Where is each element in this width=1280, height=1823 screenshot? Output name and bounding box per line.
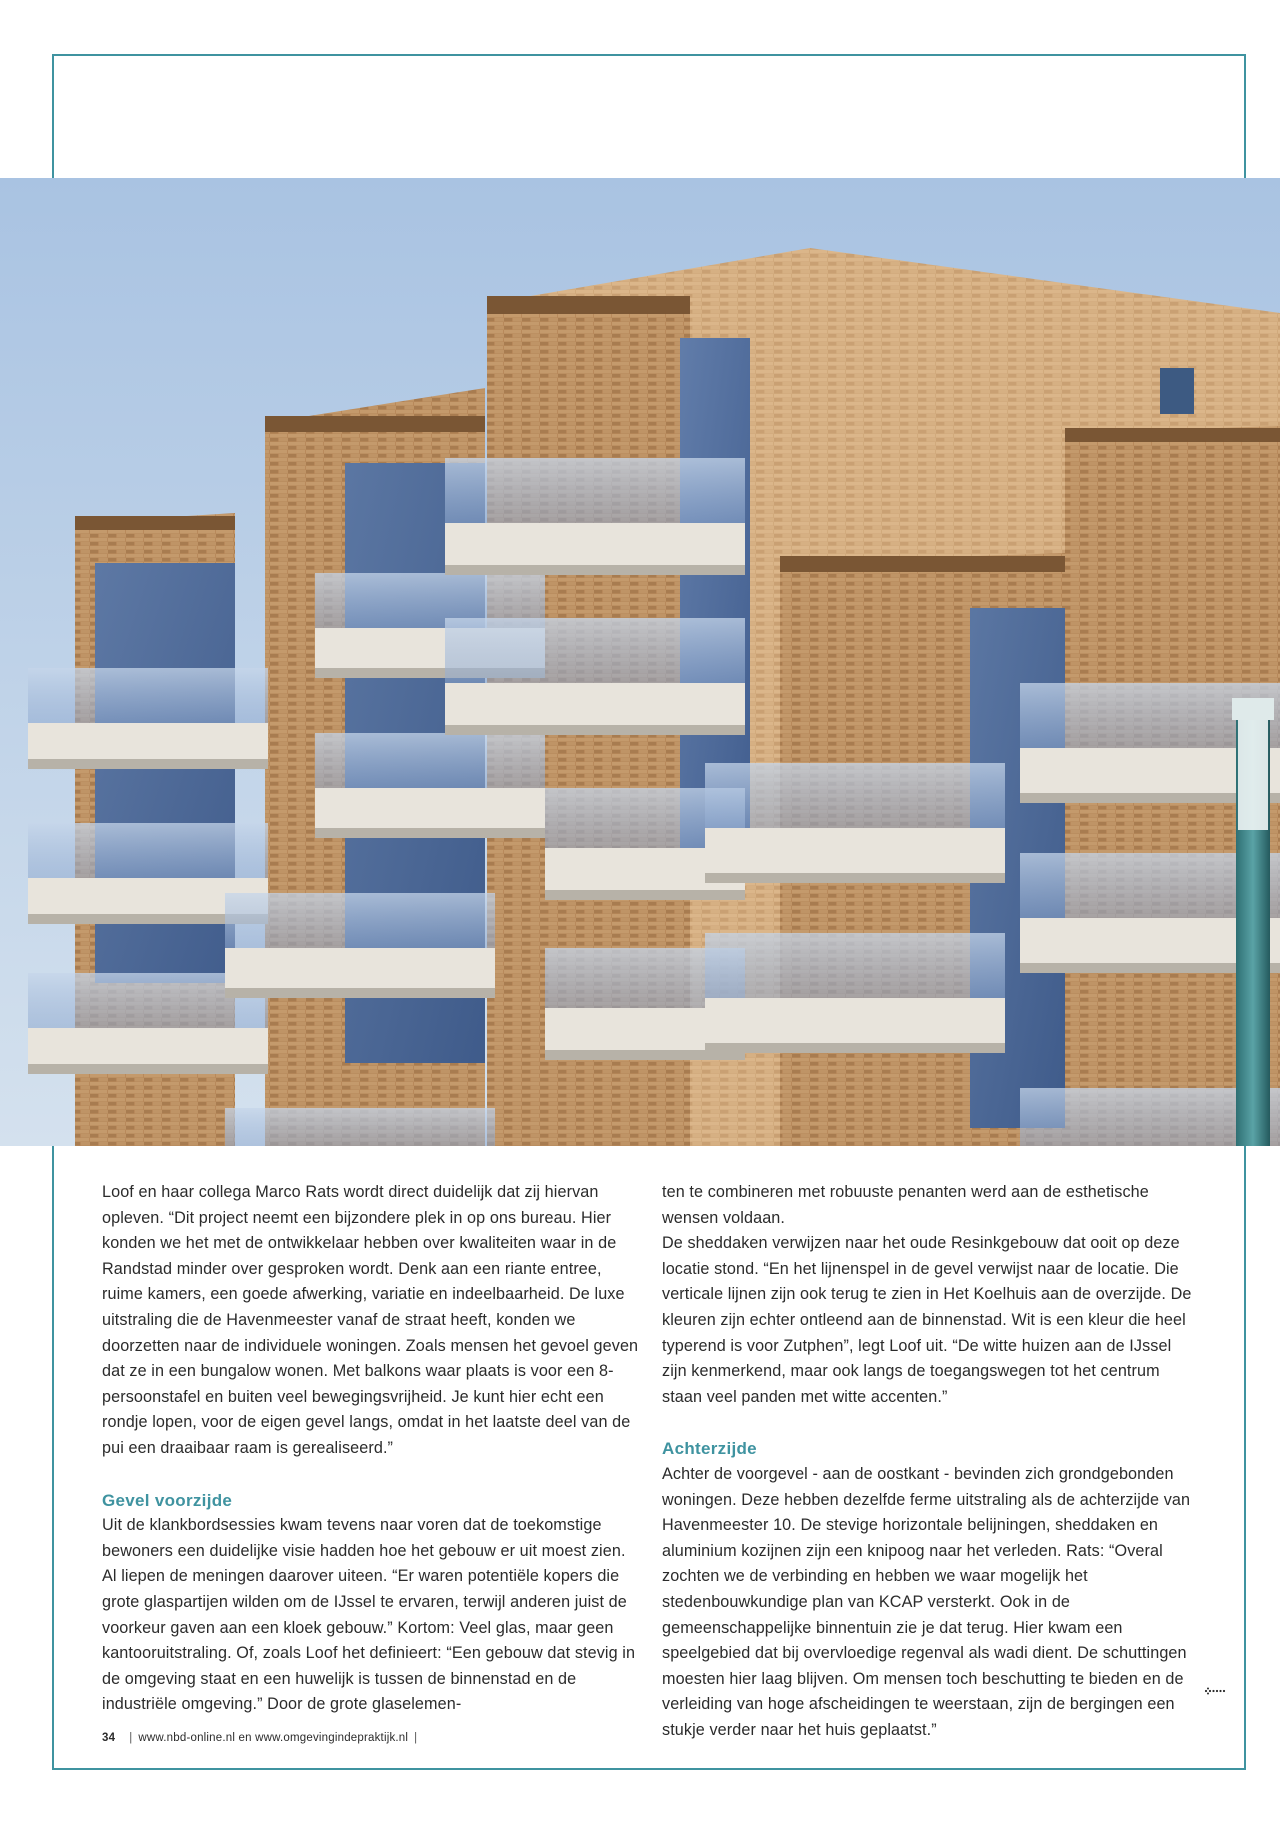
section-heading-gevel-voorzijde: Gevel voorzijde	[102, 1490, 233, 1510]
page-footer	[102, 1732, 423, 1744]
footer-separator: |	[129, 1732, 133, 1744]
body-paragraph: Uit de klankbordsessies kwam tevens naar voren dat de toekomstige bewoners een duidelijke visie hadden hoe het gebouw er uit moest zien. Al liepen de meningen daarover uiteen. “Er waren potentiële kopers die grote glaspartijen wilden om de IJssel te ervaren, terwijl anderen juist de voorkeur gaven aan een kloek gebouw.” Kortom: Veel glas, maar geen kantooruitstraling. Of, zoals Loof het definieert: “Een gebouw dat stevig in de omgeving staat en een huwelijk is tussen de binnenstad en de industriële omgeving.” Door de grote glaselemen-	[102, 1516, 636, 1714]
body-paragraph: De sheddaken verwijzen naar het oude Resinkgebouw dat ooit op deze locatie stond. “En het lijnenspel in de gevel verwijst naar de locatie. Die verticale lijnen zijn ook terug te zien in Het Koelhuis aan de overzijde. De kleuren zijn echter ontleend aan de binnenstad. Wit is een kleur die heel typerend is voor Zutphen”, legt Loof uit. “De witte huizen aan de IJssel zijn kenmerkend, maar ook langs de toegangswegen tot het centrum staan veel panden met witte accenten.”	[662, 1234, 1192, 1406]
article-column-right	[662, 1180, 1200, 1743]
dotted-right-arrow-icon	[1204, 1684, 1228, 1698]
body-paragraph: ten te combineren met robuuste penanten werd aan de esthetische wensen voldaan.	[662, 1183, 1149, 1227]
body-paragraph: Loof en haar collega Marco Rats wordt direct duidelijk dat zij hiervan opleven. “Dit project neemt een bijzondere plek in op ons bureau. Hier konden we het met de ontwikkelaar hebben over kwaliteiten waar in de Randstad minder over gesproken wordt. Denk aan een riante entree, ruime kamers, een goede afwerking, variatie en indeelbaarheid. De luxe uitstraling die de Havenmeester vanaf de straat heeft, konden we doorzetten naar de individuele woningen. Zoals mensen het gevoel geven dat ze in een bungalow wonen. Met balkons waar plaats is voor een 8-persoonstafel en buiten veel bewegingsvrijheid. Je kunt hier echt een rondje lopen, voor de eigen gevel langs, omdat in het laatste deel van de pui een draaibaar raam is gerealiseerd.”	[102, 1183, 639, 1457]
building-photo	[0, 178, 1280, 1146]
section-heading-achterzijde: Achterzijde	[662, 1439, 757, 1459]
page-number: 34	[102, 1732, 116, 1744]
footer-website-link[interactable]: www.nbd-online.nl en www.omgevingindepraktijk.nl	[138, 1732, 409, 1744]
body-paragraph: Achter de voorgevel - aan de oostkant - bevinden zich grondgebonden woningen. Deze hebben dezelfde ferme uitstraling als de achterzijde van Havenmeester 10. De stevige horizontale belijningen, sheddaken en aluminium kozijnen zijn een knipoog naar het verleden. Rats: “Overal zochten we de verbinding en hebben we waar mogelijk het stedenbouwkundige plan van KCAP versterkt. Ook in de gemeenschappelijke binnentuin zie je dat terug. Hier kwam een speelgebied dat bij overvloedige regenval als wadi dient. De schuttingen moesten hier laag blijven. Om mensen toch beschutting te bieden en de verleiding van hoge afscheidingen te weerstaan, zijn de bergingen een stukje verder naar het huis geplaatst.”	[662, 1464, 1191, 1739]
article-column-left	[102, 1180, 640, 1718]
footer-separator-trailing: |	[414, 1732, 418, 1744]
